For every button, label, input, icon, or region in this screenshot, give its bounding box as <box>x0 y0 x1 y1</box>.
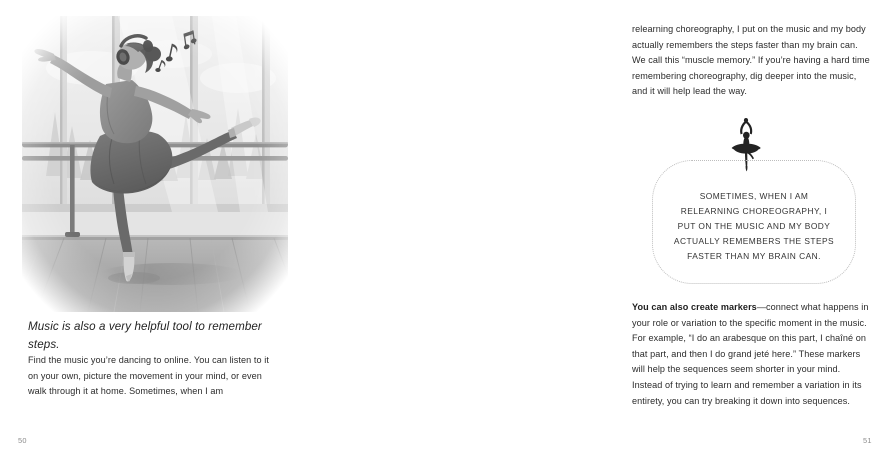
quote-line-3: PUT ON THE MUSIC AND MY BODY <box>677 220 831 231</box>
right-bottom-paragraph <box>632 300 872 409</box>
right-bottom-lead: You can also create markers <box>632 302 757 312</box>
page-number-right: 51 <box>863 436 872 445</box>
pull-quote-bubble <box>652 160 856 284</box>
left-page-text-block <box>28 318 272 400</box>
right-top-paragraph: relearning choreography, I put on the music and my body actually remembers the steps faster than my brain can. We call this “muscle memory.” If you’re having a hard time remembering choreography, dig deeper into the music, and it will help lead the way. <box>632 24 870 97</box>
right-page-bottom-text-block <box>632 300 872 409</box>
left-paragraph: Find the music you’re dancing to online. You can listen to it on your own, picture the movement in your mind, or even walk through it at home. Sometimes, when I am <box>28 355 269 397</box>
page-number-left: 50 <box>18 436 27 445</box>
left-subhead: Music is also a very helpful tool to remember steps. <box>28 320 262 351</box>
quote-line-5: FASTER THAN MY BRAIN CAN. <box>687 250 821 261</box>
pull-quote-text <box>666 189 842 264</box>
left-page <box>0 0 300 461</box>
quote-line-4: ACTUALLY REMEMBERS THE STEPS <box>673 235 835 246</box>
quote-line-1: SOMETIMES, WHEN I AM <box>699 190 809 201</box>
ballerina-illustration <box>22 16 288 312</box>
right-bottom-rest: —connect what happens in your role or variation to the specific moment in the music. For example, “I do an arabesque on this part, I chaîné on that part, and then I do grand jeté here.” These markers will help the sequences seem shorter in your mind. Instead of trying to learn and remember a variation in its entirety, you can try breaking it down into sequences. <box>632 302 869 406</box>
studio-floor <box>0 237 302 312</box>
quote-line-2: RELEARNING CHOREOGRAPHY, I <box>680 205 828 216</box>
right-page-top-text-block <box>632 22 870 100</box>
illustration-scene <box>0 16 302 312</box>
pull-quote <box>652 118 858 286</box>
right-page <box>300 0 872 461</box>
